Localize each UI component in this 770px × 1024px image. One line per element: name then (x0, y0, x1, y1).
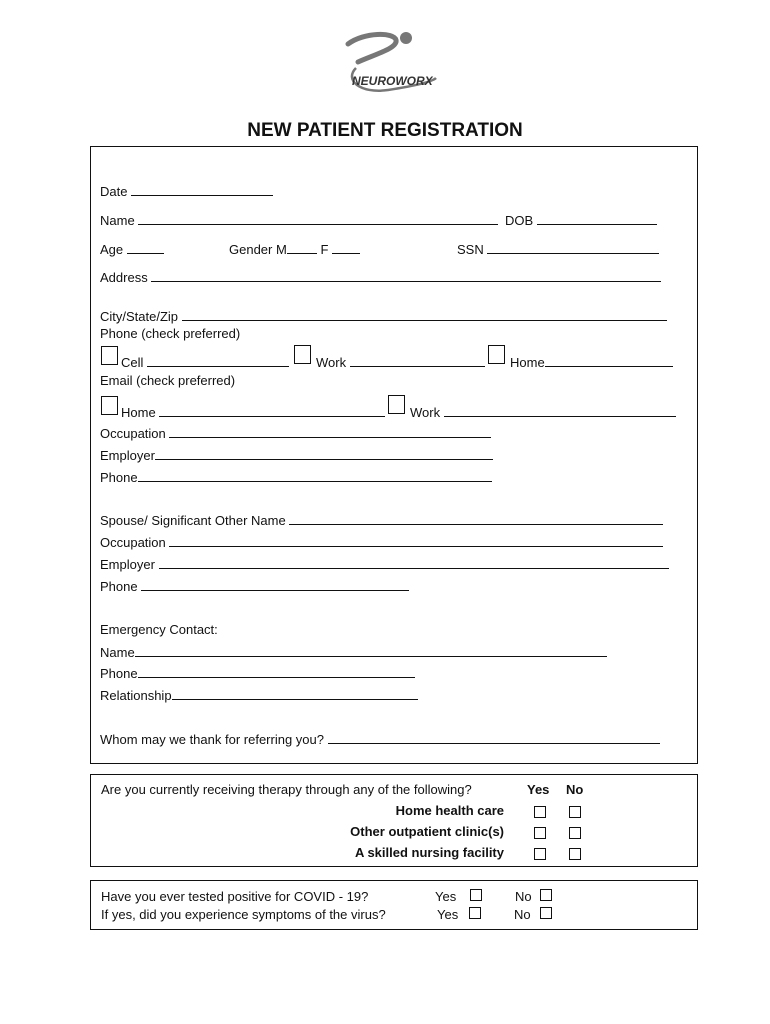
phone-work-checkbox[interactable] (294, 345, 311, 364)
referral-field[interactable] (100, 731, 660, 747)
outpatient-no-checkbox[interactable] (569, 827, 581, 839)
therapy-item-label: Home health care (395, 803, 504, 818)
phone-home-label: Home (510, 355, 545, 370)
name-field[interactable] (100, 212, 498, 228)
email-work-checkbox[interactable] (388, 395, 405, 414)
date-label: Date (100, 184, 128, 199)
phone-work-label: Work (316, 355, 347, 370)
phone-cell-field[interactable] (121, 354, 289, 370)
gender-field[interactable] (229, 241, 360, 257)
therapy-item-label: Other outpatient clinic(s) (350, 824, 504, 839)
covid-q1-no-label: No (515, 889, 532, 904)
covid-q2-yes-label: Yes (437, 907, 459, 922)
date-field[interactable] (100, 183, 273, 199)
covid-question-2: If yes, did you experience symptoms of the virus? (101, 907, 386, 922)
phone-heading: Phone (check preferred) (100, 326, 241, 341)
phone-field[interactable] (100, 469, 492, 485)
covid-section (90, 880, 698, 930)
gender-f-label: F (320, 242, 329, 257)
phone-home-checkbox[interactable] (488, 345, 505, 364)
ssn-field[interactable] (457, 241, 659, 257)
covid-q1-no-checkbox[interactable] (540, 889, 552, 901)
spouse-employer-field[interactable] (100, 556, 669, 572)
city-state-zip-field[interactable] (100, 308, 667, 324)
spouse-occupation-label: Occupation (100, 535, 166, 550)
email-home-checkbox[interactable] (101, 396, 118, 415)
therapy-no-header: No (566, 782, 584, 797)
home-health-no-checkbox[interactable] (569, 806, 581, 818)
city-state-zip-label: City/State/Zip (100, 309, 179, 324)
therapy-yes-header: Yes (527, 782, 550, 797)
covid-q1-yes-label: Yes (435, 889, 457, 904)
email-heading: Email (check preferred) (100, 373, 236, 388)
occupation-label: Occupation (100, 426, 166, 441)
employer-field[interactable] (100, 447, 493, 463)
phone-home-field[interactable] (510, 354, 673, 370)
email-work-label: Work (410, 405, 441, 420)
phone-cell-label: Cell (121, 355, 144, 370)
address-label: Address (100, 270, 148, 285)
age-field[interactable] (100, 241, 164, 257)
emergency-phone-label: Phone (100, 666, 138, 681)
emergency-name-label: Name (100, 645, 135, 660)
spouse-name-label: Spouse/ Significant Other Name (100, 513, 286, 528)
covid-question-1: Have you ever tested positive for COVID - 19? (101, 889, 369, 904)
page-title: NEW PATIENT REGISTRATION (247, 120, 523, 141)
dob-label: DOB (505, 213, 534, 228)
nursing-facility-yes-checkbox[interactable] (534, 848, 546, 860)
covid-q2-no-label: No (514, 907, 531, 922)
email-work-field[interactable] (410, 404, 676, 420)
employer-label: Employer (100, 448, 155, 463)
phone-label: Phone (100, 470, 138, 485)
emergency-name-field[interactable] (100, 644, 607, 660)
emergency-relationship-label: Relationship (100, 688, 172, 703)
neuroworx-logo (336, 28, 440, 98)
referral-label: Whom may we thank for referring you? (100, 732, 324, 747)
therapy-question: Are you currently receiving therapy through any of the following? (101, 782, 472, 797)
emergency-heading: Emergency Contact: (100, 622, 218, 637)
covid-q2-no-checkbox[interactable] (540, 907, 552, 919)
spouse-phone-label: Phone (100, 579, 138, 594)
emergency-relationship-field[interactable] (100, 687, 418, 703)
covid-q2-yes-checkbox[interactable] (469, 907, 481, 919)
age-label: Age (100, 242, 124, 257)
spouse-occupation-field[interactable] (100, 534, 663, 550)
email-home-label: Home (121, 405, 156, 420)
ssn-label: SSN (457, 242, 484, 257)
logo-text: NEUROWORX (352, 74, 433, 88)
phone-cell-checkbox[interactable] (101, 346, 118, 365)
outpatient-yes-checkbox[interactable] (534, 827, 546, 839)
dob-field[interactable] (505, 212, 657, 228)
phone-work-field[interactable] (316, 354, 485, 370)
address-field[interactable] (100, 269, 661, 285)
occupation-field[interactable] (100, 425, 491, 441)
gender-m-label: Gender M (229, 242, 287, 257)
therapy-item-label: A skilled nursing facility (354, 845, 504, 860)
spouse-name-field[interactable] (100, 512, 663, 528)
emergency-phone-field[interactable] (100, 665, 415, 681)
name-label: Name (100, 213, 135, 228)
email-home-field[interactable] (121, 404, 385, 420)
covid-q1-yes-checkbox[interactable] (470, 889, 482, 901)
nursing-facility-no-checkbox[interactable] (569, 848, 581, 860)
home-health-yes-checkbox[interactable] (534, 806, 546, 818)
spouse-phone-field[interactable] (100, 578, 409, 594)
spouse-employer-label: Employer (100, 557, 155, 572)
